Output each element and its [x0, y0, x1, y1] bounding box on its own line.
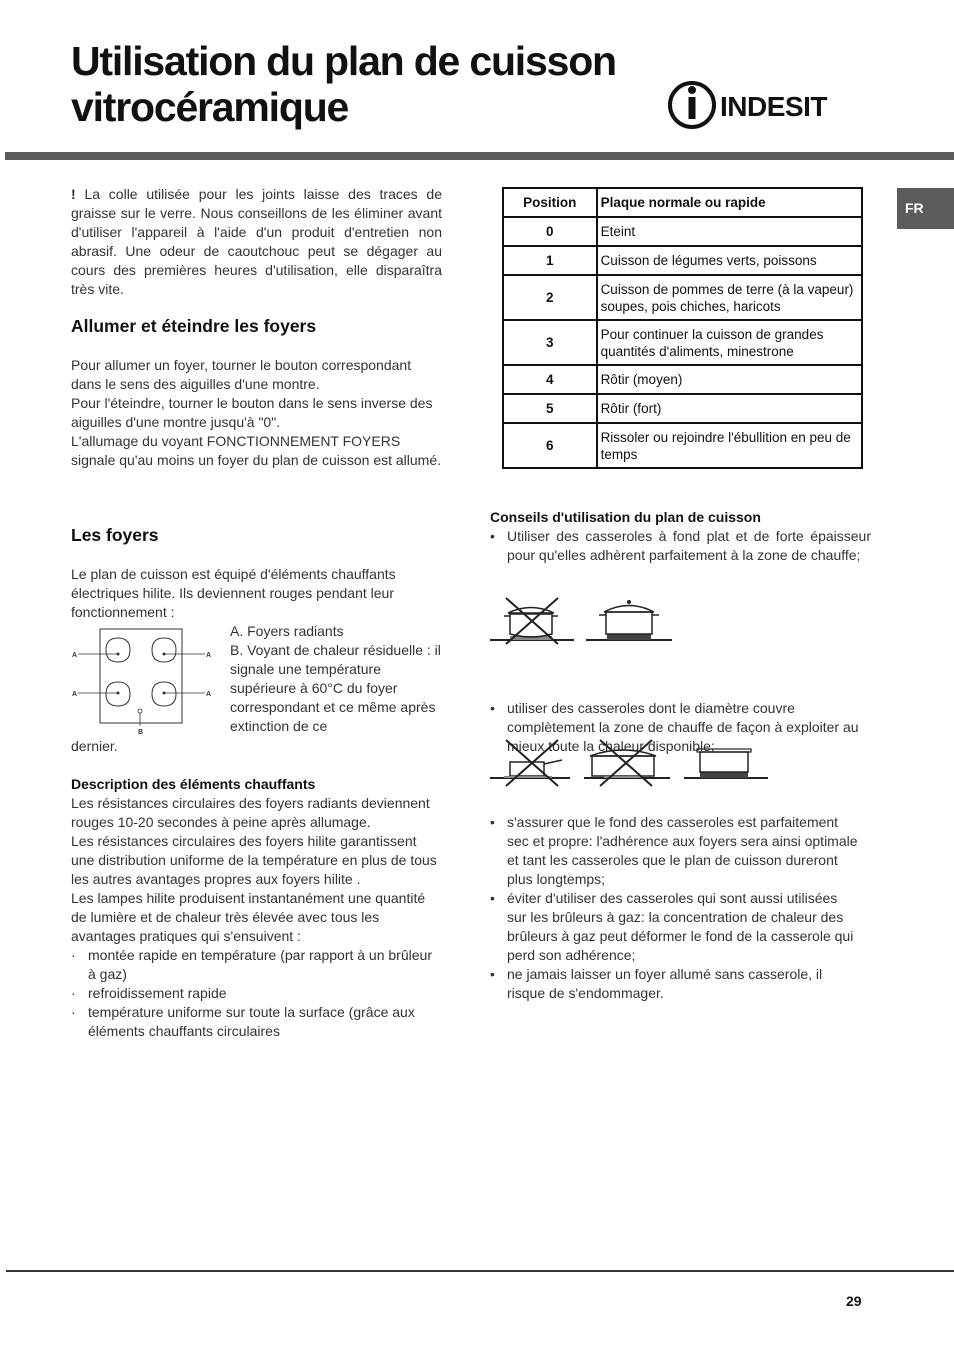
list-item: · montée rapide en température (par rapport à un brûleur à gaz)	[71, 947, 432, 982]
description-text: Les résistances circulaires des foyers radiants deviennent rouges 10-20 secondes à peine après allumage. Les résistances circulaires des foyers hilite garantissent une distribution uniforme de la température en plus de tous les autres avantages propres aux foyers hilite . Les lampes hilite produisent instantanément une quantité de lumière et de chaleur très élevée avec tous les avantages pratiques qui s'ensuivent : · montée rapide en température (par rapport à un brûleur à gaz) · refroidissement rapide · température uniforme sur toute la surface (grâce aux éléments chauffants circulaires	[71, 794, 442, 1041]
brand-name: INDESIT	[720, 91, 827, 122]
list-item: • éviter d'utiliser des casseroles qui sont aussi utilisées sur les brûleurs à gaz: la concentration de chaleur des brûleurs à gaz peut déformer le fond de la casserole qui perd son adhérence;	[490, 890, 854, 963]
heading-allumer: Allumer et éteindre les foyers	[71, 316, 317, 336]
svg-text:A: A	[72, 652, 78, 659]
footer-rule	[6, 1270, 954, 1272]
pan-flat-icon	[488, 594, 678, 650]
pan-flat-illustration	[488, 594, 678, 650]
pan-size-icon	[488, 736, 770, 792]
brand-logo-icon	[668, 80, 868, 130]
heading-description: Description des éléments chauffants	[71, 776, 316, 792]
hob-legend: A. Foyers radiants B. Voyant de chaleur résiduelle : il signale une température supérieure à 60°C du foyer correspondant et ce même après extinction de ce	[230, 623, 441, 734]
table-header-row	[503, 188, 862, 217]
table-header-plaque: Plaque normale ou rapide	[597, 188, 862, 217]
language-tab: FR	[897, 188, 954, 229]
table-row: 5 Rôtir (fort)	[503, 394, 862, 423]
header-rule	[5, 152, 954, 160]
conseils-list	[490, 813, 858, 1003]
table-row: 4 Rôtir (moyen)	[503, 365, 862, 394]
svg-text:A: A	[206, 691, 212, 698]
svg-text:A: A	[72, 691, 78, 698]
list-item: • ne jamais laisser un foyer allumé sans casserole, il risque de s'endommager.	[490, 966, 823, 1001]
legend-tail: dernier.	[71, 738, 118, 754]
page-title: Utilisation du plan de cuisson vitrocéramique	[71, 38, 616, 130]
page-number: 29	[846, 1293, 862, 1309]
warning-mark: !	[71, 186, 76, 202]
table-row: 0 Eteint	[503, 217, 862, 246]
heading-foyers: Les foyers	[71, 525, 159, 545]
table-row: 3 Pour continuer la cuisson de grandes quantités d'aliments, minestrone	[503, 320, 862, 365]
table-header-position: Position	[503, 188, 597, 217]
table-row: 1 Cuisson de légumes verts, poissons	[503, 246, 862, 275]
indesit-logo	[668, 80, 868, 130]
list-item: • Utiliser des casseroles à fond plat et de forte épaisseur pour qu'elles adhèrent parfaitement à la zone de chauffe;	[490, 528, 871, 563]
svg-text:B: B	[138, 729, 144, 736]
table-row: 2 Cuisson de pommes de terre (à la vapeur) soupes, pois chiches, haricots	[503, 275, 862, 320]
list-item: · refroidissement rapide	[71, 985, 227, 1001]
allumer-text: Pour allumer un foyer, tourner le bouton correspondant dans le sens des aiguilles d'une montre. Pour l'éteindre, tourner le bouton dans le sens inverse des aiguilles d'une montre jusqu'à "0". L'allumage du voyant FONCTIONNEMENT FOYERS signale qu'au moins un foyer du plan de cuisson est allumé.	[71, 357, 442, 468]
foyers-intro: Le plan de cuisson est équipé d'éléments chauffants électriques hilite. Ils deviennent rouges pendant leur fonctionnement :	[71, 566, 396, 620]
pan-size-illustration	[488, 736, 770, 792]
hob-diagram	[68, 624, 218, 738]
list-item: • utiliser des casseroles dont le diamètre couvre complètement la zone de chauffe de façon à exploiter au mieux toute la chaleur disponible;	[490, 700, 859, 754]
table-row: 6 Rissoler ou rejoindre l'ébullition en peu de temps	[503, 423, 862, 468]
hob-diagram-icon	[68, 624, 218, 738]
svg-text:A: A	[206, 652, 212, 659]
intro-note: ! La colle utilisée pour les joints laisse des traces de graisse sur le verre. Nous conseillons de les éliminer avant d'utiliser l'appareil à l'aide d'un produit d'entretien non abrasif. Une odeur de caoutchouc peut se dégager au cours des premières heures d'utilisation, elle disparaîtra très vite.	[71, 186, 442, 297]
heading-conseils: Conseils d'utilisation du plan de cuisson	[490, 509, 761, 525]
list-item: · température uniforme sur toute la surface (grâce aux éléments chauffants circulaires	[71, 1004, 415, 1039]
position-table	[502, 187, 863, 469]
list-item: • s'assurer que le fond des casseroles est parfaitement sec et propre: l'adhérence aux foyers sera ainsi optimale et tant les casseroles que le plan de cuisson dureront plus longtemps;	[490, 814, 858, 887]
